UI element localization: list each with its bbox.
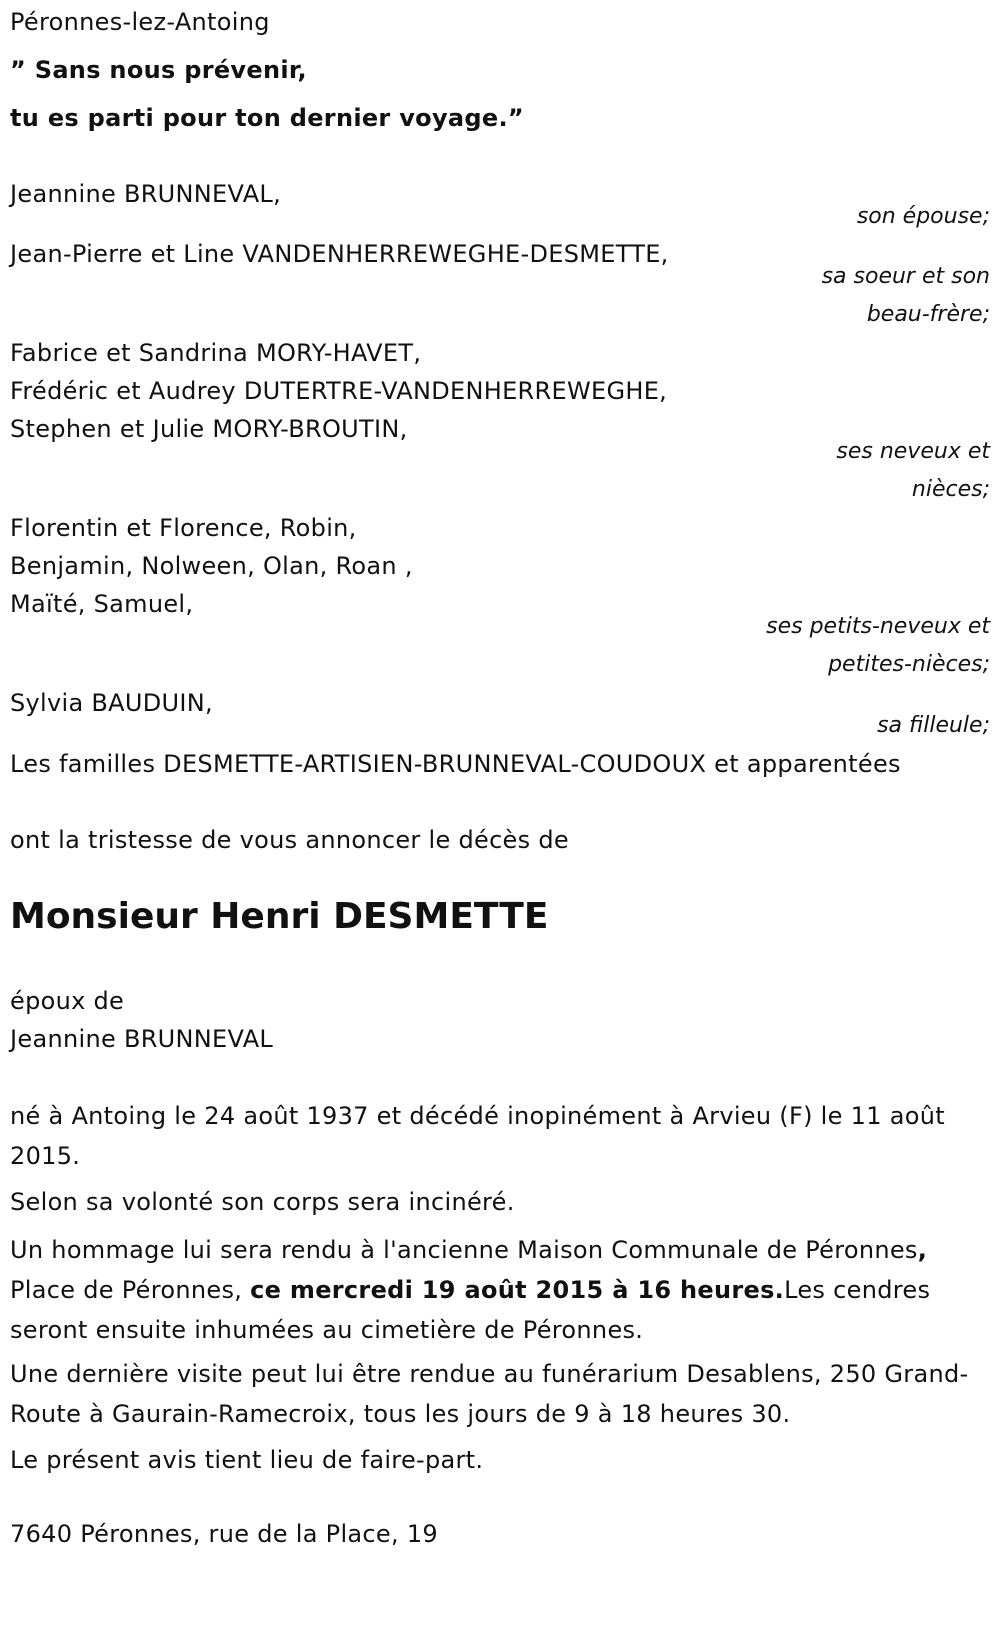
family-name: Jeannine BRUNNEVAL, [10,180,282,208]
quote-line-1: ” Sans nous prévenir, [10,56,307,84]
tribute-after: Les cendres seront ensuite inhumées au cimetière de Péronnes. [10,1276,931,1344]
family-name: Stephen et Julie MORY-BROUTIN, [10,415,408,443]
family-name: Maïté, Samuel, [10,590,194,618]
tribute-paragraph [10,1230,970,1350]
family-relation: nièces; [911,477,990,502]
family-relation: sa filleule; [877,713,990,738]
notice-paragraph: Le présent avis tient lieu de faire-part. [10,1446,484,1474]
tribute-date: ce mercredi 19 août 2015 à 16 heures. [250,1276,785,1304]
family-relation: ses petits-neveux et [766,614,990,639]
location-header: Péronnes-lez-Antoing [10,8,270,36]
address: 7640 Péronnes, rue de la Place, 19 [10,1520,438,1548]
family-relation: ses neveux et [836,439,990,464]
families-line: Les familles DESMETTE-ARTISIEN-BRUNNEVAL-COUDOUX et apparentées [10,750,901,778]
family-name: Frédéric et Audrey DUTERTRE-VANDENHERREWEGHE, [10,377,668,405]
visit-paragraph: Une dernière visite peut lui être rendue au funérarium Desablens, 250 Grand-Route à Gaurain-Ramecroix, tous les jours de 9 à 18 heures 30. [10,1360,969,1428]
birth-death-paragraph: né à Antoing le 24 août 1937 et décédé inopinément à Arvieu (F) le 11 août 2015. [10,1102,945,1170]
tribute-place: Place de Péronnes, [10,1276,251,1304]
announcement: ont la tristesse de vous annoncer le décès de [10,826,569,854]
deceased-name: Monsieur Henri DESMETTE [10,896,549,937]
tribute-comma: , [917,1236,928,1264]
family-relation: beau-frère; [866,302,990,327]
family-name: Sylvia BAUDUIN, [10,689,213,717]
spouse-name: Jeannine BRUNNEVAL [10,1025,274,1053]
family-relation: sa soeur et son [821,264,990,289]
spouse-label: époux de [10,987,125,1015]
family-name: Benjamin, Nolween, Olan, Roan , [10,552,413,580]
family-relation: petites-nièces; [828,652,990,677]
quote-line-2: tu es parti pour ton dernier voyage.” [10,104,524,132]
family-relation: son épouse; [856,204,990,229]
family-name: Jean-Pierre et Line VANDENHERREWEGHE-DESMETTE, [10,240,669,268]
tribute-text: Un hommage lui sera rendu à l'ancienne Maison Communale de Péronnes [10,1236,918,1264]
family-name: Fabrice et Sandrina MORY-HAVET, [10,339,422,367]
family-name: Florentin et Florence, Robin, [10,514,357,542]
cremation-paragraph: Selon sa volonté son corps sera incinéré. [10,1188,515,1216]
